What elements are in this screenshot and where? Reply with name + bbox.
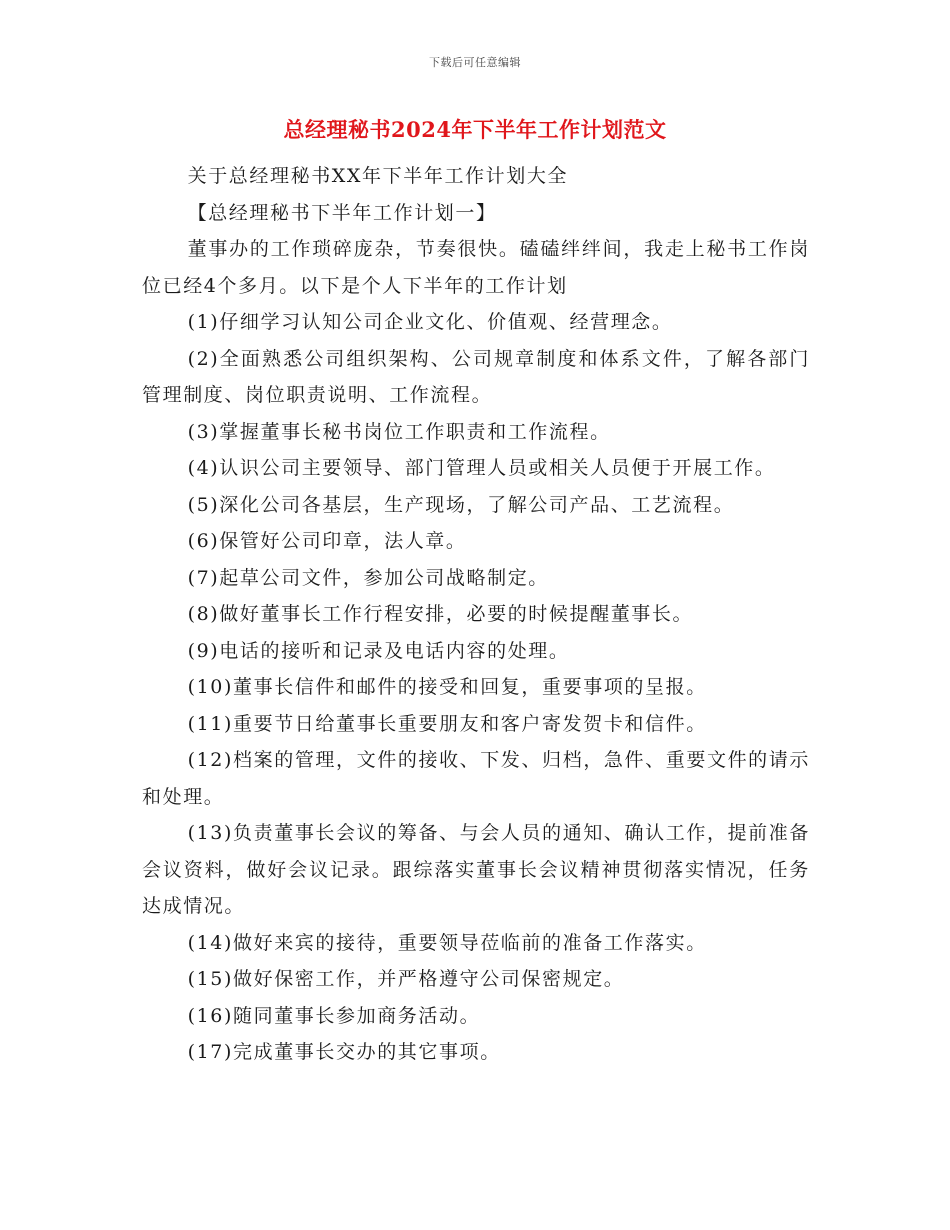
list-item: (12)档案的管理，文件的接收、下发、归档，急件、重要文件的请示和处理。 (142, 749, 810, 808)
list-item: (4)认识公司主要领导、部门管理人员或相关人员便于开展工作。 (187, 457, 776, 479)
list-item: (17)完成董事长交办的其它事项。 (187, 1041, 501, 1063)
list-item: (7)起草公司文件，参加公司战略制定。 (187, 566, 549, 589)
paragraph-intro: 董事办的工作琐碎庞杂，节奏很快。磕磕绊绊间，我走上秘书工作岗位已经4个多月。以下是个人下半年的工作计划 (142, 238, 810, 297)
list-item: (9)电话的接听和记录及电话内容的处理。 (187, 639, 570, 662)
list-item: (10)董事长信件和邮件的接受和回复，重要事项的呈报。 (187, 676, 707, 698)
list-item: (1)仔细学习认知公司企业文化、价值观、经营理念。 (187, 311, 673, 333)
list-item: (3)掌握董事长秘书岗位工作职责和工作流程。 (187, 420, 611, 443)
list-item: (6)保管好公司印章，法人章。 (187, 530, 467, 552)
list-item: (15)做好保密工作，并严格遵守公司保密规定。 (187, 968, 625, 990)
list-item: (11)重要节日给董事长重要朋友和客户寄发贺卡和信件。 (187, 712, 707, 735)
list-item: (2)全面熟悉公司组织架构、公司规章制度和体系文件，了解各部门管理制度、岗位职责说明、工作流程。 (142, 347, 810, 406)
paragraph-subtitle: 关于总经理秘书XX年下半年工作计划大全 (187, 165, 569, 187)
list-item: (16)随同董事长参加商务活动。 (187, 1004, 481, 1027)
document-body (142, 158, 810, 1071)
document-title: 总经理秘书2024年下半年工作计划范文 (283, 117, 667, 142)
paragraph-section-heading: 【总经理秘书下半年工作计划一】 (187, 201, 497, 224)
list-item: (14)做好来宾的接待，重要领导莅临前的准备工作落实。 (187, 931, 707, 954)
list-item: (13)负责董事长会议的筹备、与会人员的通知、确认工作，提前准备会议资料，做好会议记录。跟综落实董事长会议精神贯彻落实情况，任务达成情况。 (142, 822, 810, 917)
list-item: (8)做好董事长工作行程安排，必要的时候提醒董事长。 (187, 603, 694, 625)
header-note: 下载后可任意编辑 (429, 56, 521, 69)
list-item: (5)深化公司各基层，生产现场，了解公司产品、工艺流程。 (187, 493, 735, 516)
